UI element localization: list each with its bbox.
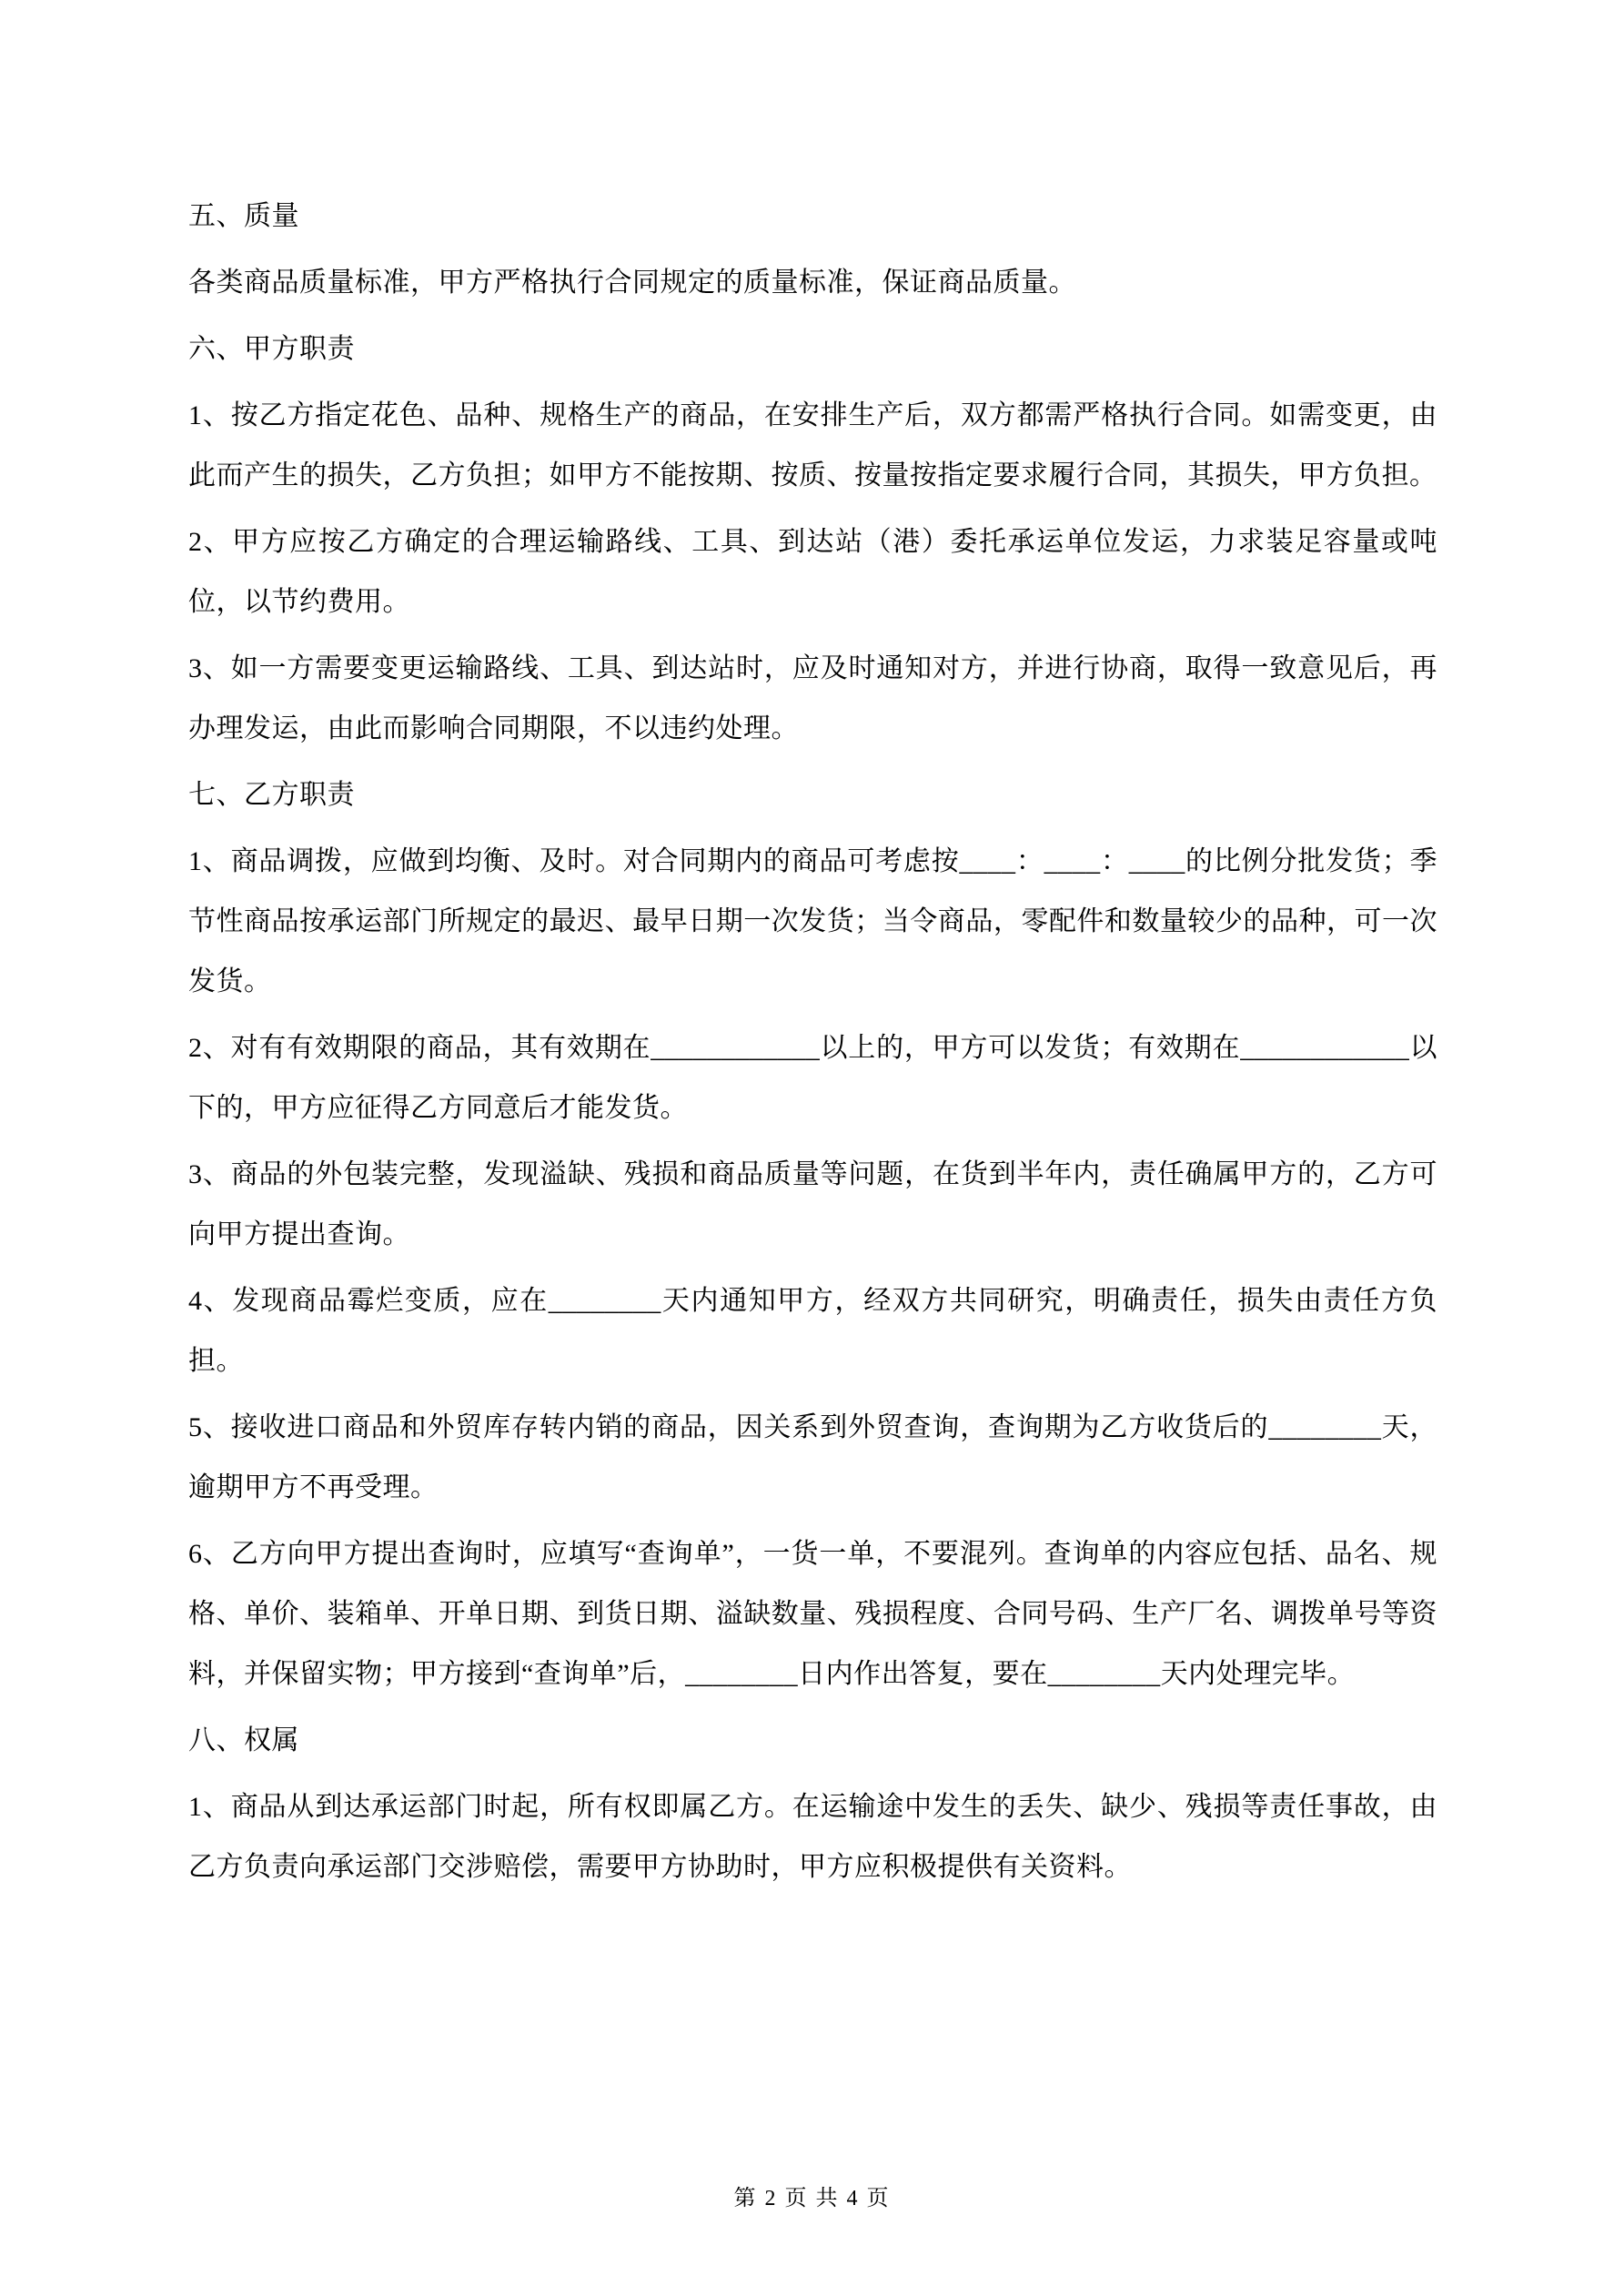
- paragraph: 3、商品的外包装完整，发现溢缺、残损和商品质量等问题，在货到半年内，责任确属甲方的，乙方可向甲方提出查询。: [188, 1159, 1437, 1249]
- section-heading: 七、乙方职责: [188, 780, 355, 810]
- paragraph: 2、对有有效期限的商品，其有效期在____________以上的，甲方可以发货；有效期在____________以下的，甲方应征得乙方同意后才能发货。: [188, 1033, 1437, 1123]
- page-footer: 第 2 页 共 4 页: [733, 2187, 891, 2210]
- paragraph: 2、甲方应按乙方确定的合理运输路线、工具、到达站（港）委托承运单位发运，力求装足容量或吨位，以节约费用。: [188, 527, 1437, 617]
- section-heading: 六、甲方职责: [188, 334, 355, 364]
- paragraph: 1、商品调拨，应做到均衡、及时。对合同期内的商品可考虑按____：____：____的比例分批发货；季节性商品按承运部门所规定的最迟、最早日期一次发货；当令商品，零配件和数量较少的品种，可一次发货。: [188, 846, 1437, 996]
- paragraph: 1、按乙方指定花色、品种、规格生产的商品，在安排生产后，双方都需严格执行合同。如需变更，由此而产生的损失，乙方负担；如甲方不能按期、按质、按量按指定要求履行合同，其损失，甲方负担。: [188, 400, 1437, 491]
- section-heading: 八、权属: [188, 1725, 299, 1755]
- section-heading: 五、质量: [188, 201, 299, 231]
- document-body: [188, 187, 1437, 1904]
- paragraph: 3、如一方需要变更运输路线、工具、到达站时，应及时通知对方，并进行协商，取得一致意见后，再办理发运，由此而影响合同期限，不以违约处理。: [188, 653, 1437, 743]
- paragraph: 1、商品从到达承运部门时起，所有权即属乙方。在运输途中发生的丢失、缺少、残损等责任事故，由乙方负责向承运部门交涉赔偿，需要甲方协助时，甲方应积极提供有关资料。: [188, 1792, 1437, 1882]
- paragraph: 5、接收进口商品和外贸库存转内销的商品，因关系到外贸查询，查询期为乙方收货后的________天，逾期甲方不再受理。: [188, 1412, 1437, 1502]
- paragraph: 6、乙方向甲方提出查询时，应填写“查询单”，一货一单，不要混列。查询单的内容应包括、品名、规格、单价、装箱单、开单日期、到货日期、溢缺数量、残损程度、合同号码、生产厂名、调拨单号等资料，并保留实物；甲方接到“查询单”后，________日内作出答复，要在________天内处理完毕。: [188, 1539, 1437, 1689]
- paragraph: 各类商品质量标准，甲方严格执行合同规定的质量标准，保证商品质量。: [188, 268, 1076, 298]
- paragraph: 4、发现商品霉烂变质，应在________天内通知甲方，经双方共同研究，明确责任，损失由责任方负担。: [188, 1286, 1437, 1376]
